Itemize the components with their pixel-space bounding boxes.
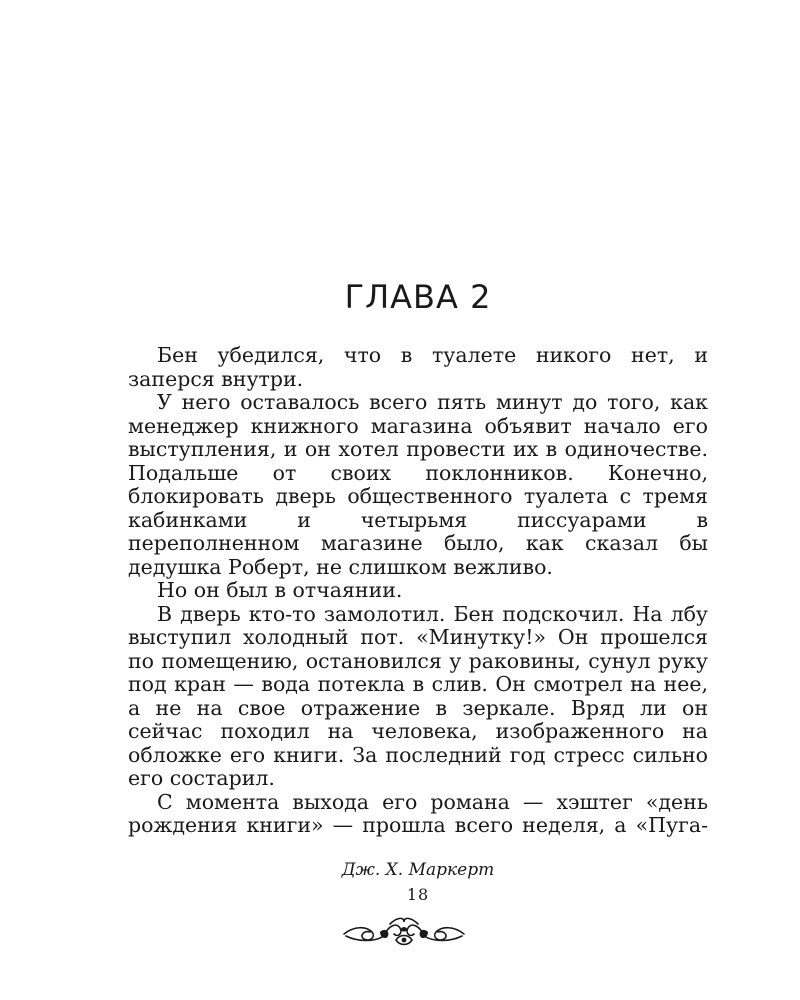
paragraph: У него оставалось всего пять минут до того, как менеджер книжного магазина объявит начало его выступления, и он хотел провести их в одиночестве. Подальше от своих поклонников. Конечно, блокировать дверь общественного туалета с тремя кабинками и четырьмя писсуарами в переполненном магазине было, как сказал бы дедушка Роберт, не слишком вежливо. [128,390,708,579]
paragraph: Но он был в отчаянии. [157,578,403,602]
flourish-ornament-icon [340,912,468,952]
chapter-title: ГЛАВА 2 [344,278,492,316]
running-footer-author: Дж. Х. Маркерт [341,860,495,880]
paragraph: С момента выхода его романа — хэштег «день рождения книги» — прошла всего неделя, а «Пуга- [128,789,708,837]
chapter-body [128,344,708,838]
page-number: 18 [406,885,430,904]
paragraph: Бен убедился, что в туалете никого нет, и заперся внутри. [128,343,708,391]
paragraph: В дверь кто-то замолотил. Бен подскочил. На лбу выступил холодный пот. «Минутку!» Он прошелся по помещению, остановился у раковины, сунул руку под кран — вода потекла в слив. Он смотрел на нее, а не на свое отражение в зеркале. Вряд ли он сейчас походил на человека, изображенного на обложке его книги. За последний год стресс сильно его состарил. [128,601,708,790]
